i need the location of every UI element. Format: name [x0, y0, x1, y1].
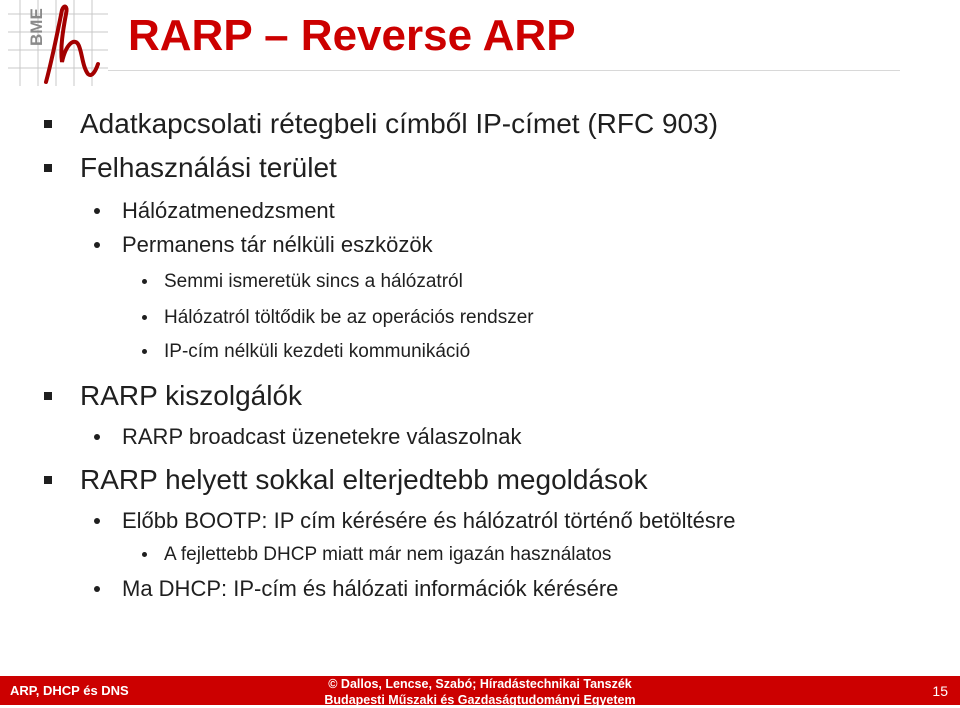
dot-bullet-icon: [94, 434, 100, 440]
dot-bullet-icon: [94, 586, 100, 592]
page-number: 15: [932, 683, 948, 699]
footer-topic: ARP, DHCP és DNS: [10, 683, 129, 698]
bullet-level2-text: Előbb BOOTP: IP cím kérésére és hálózatról történő betöltésre: [122, 508, 736, 533]
dot-bullet-icon: [142, 315, 147, 320]
dot-bullet-icon: [94, 242, 100, 248]
bullet-level2-text: Hálózatmenedzsment: [122, 198, 335, 223]
bullet-level3-text: Semmi ismeretük sincs a hálózatról: [164, 271, 463, 292]
footer-copyright: [0, 676, 960, 708]
bullet-level2-text: Permanens tár nélküli eszközök: [122, 232, 433, 257]
dot-bullet-icon: [142, 279, 147, 284]
dot-bullet-icon: [94, 518, 100, 524]
dot-bullet-icon: [142, 552, 147, 557]
footer-copyright-line2: Budapesti Műszaki és Gazdaságtudományi Egyetem: [324, 693, 636, 707]
bullet-level1-text: RARP kiszolgálók: [80, 380, 303, 411]
square-bullet-icon: [44, 476, 52, 484]
bullet-level3-text: Hálózatról töltődik be az operációs rendszer: [164, 307, 534, 328]
footer-copyright-line1: © Dallos, Lencse, Szabó; Híradástechnikai Tanszék: [328, 677, 632, 691]
square-bullet-icon: [44, 120, 52, 128]
bullet-level3-text: A fejlettebb DHCP miatt már nem igazán használatos: [164, 544, 612, 565]
slide-title: RARP – Reverse ARP: [128, 11, 576, 60]
bullet-level1-text: Adatkapcsolati rétegbeli címből IP-címet (RFC 903): [80, 108, 719, 139]
footer-bar: [0, 676, 960, 705]
bullet-level2-text: Ma DHCP: IP-cím és hálózati információk kérésére: [122, 576, 619, 601]
square-bullet-icon: [44, 392, 52, 400]
bullet-level1-text: RARP helyett sokkal elterjedtebb megoldások: [80, 464, 648, 495]
bullet-level2-text: RARP broadcast üzenetekre válaszolnak: [122, 424, 522, 449]
square-bullet-icon: [44, 164, 52, 172]
dot-bullet-icon: [94, 208, 100, 214]
bme-logo-text: BME: [27, 8, 46, 46]
dot-bullet-icon: [142, 349, 147, 354]
bullet-level1-text: Felhasználási terület: [80, 152, 337, 183]
bullet-level3-text: IP-cím nélküli kezdeti kommunikáció: [164, 341, 471, 362]
